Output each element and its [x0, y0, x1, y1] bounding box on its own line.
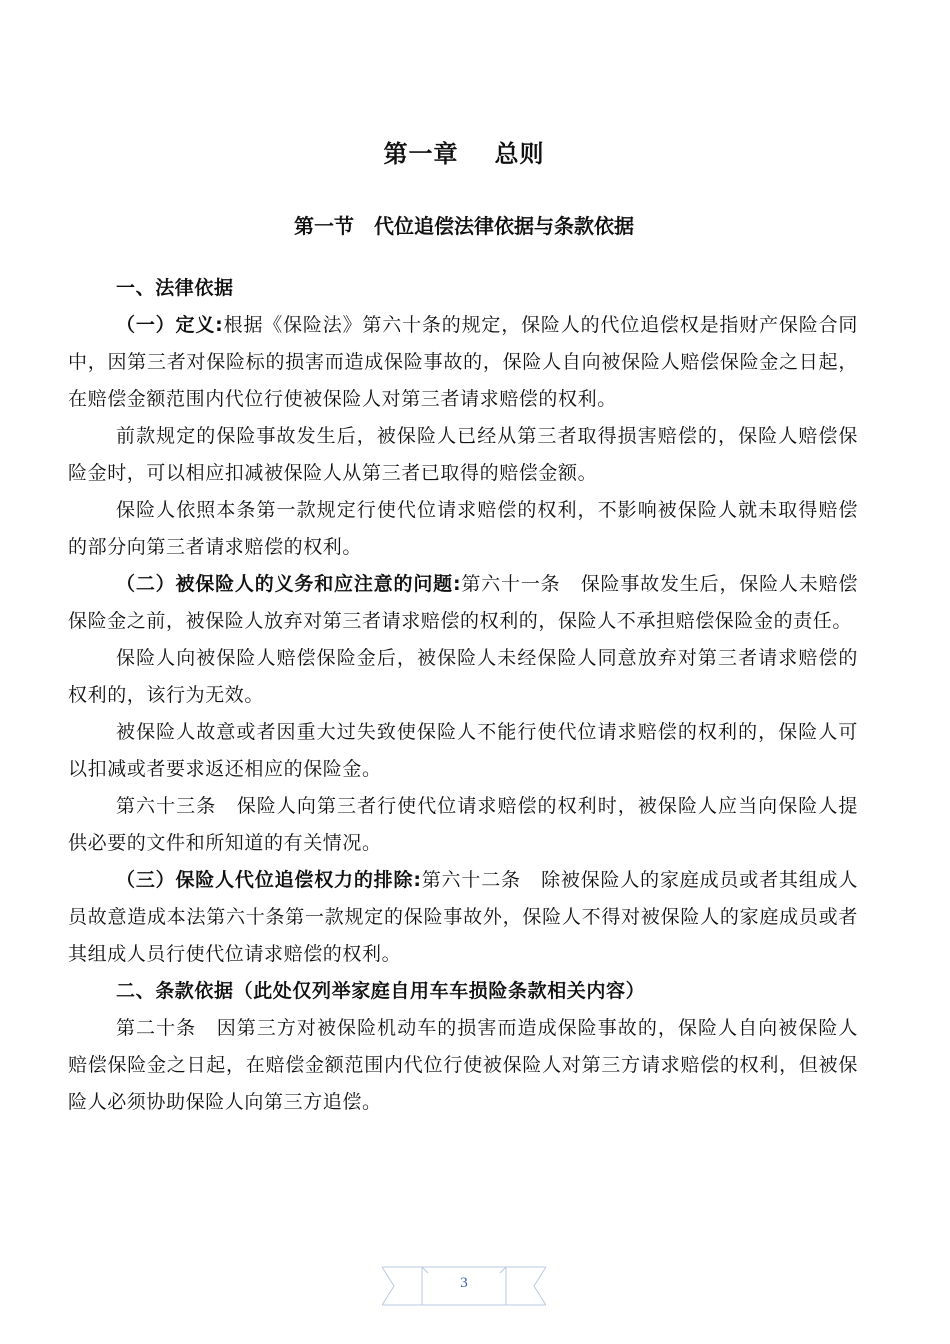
duty-paragraph	[68, 566, 858, 640]
legal-basis-heading: 一、法律依据	[116, 277, 234, 299]
section-title: 代位追偿法律依据与条款依据	[374, 214, 634, 238]
section-number: 第一节	[294, 214, 354, 238]
page-footer	[382, 1265, 546, 1309]
exclusion-text: 除被保险人的家庭成员或者其组成人员故意造成本法第六十条第一款规定的保险事故外，保险人不得对被保险人的家庭成员或者其组成人员行使代位请求赔偿的权利。	[68, 869, 858, 965]
article-63-label: 第六十三条	[116, 795, 217, 817]
exclusion-label: （三）保险人代位追偿权力的排除:	[116, 869, 422, 891]
definition-label: （一）定义:	[116, 314, 224, 336]
section-heading	[0, 210, 928, 239]
article-20-label: 第二十条	[116, 1017, 197, 1039]
article-63-paragraph	[68, 788, 858, 862]
paragraph-remaining-rights: 保险人依照本条第一款规定行使代位请求赔偿的权利，不影响被保险人就未取得赔偿的部分向第三者请求赔偿的权利。	[68, 499, 858, 558]
paragraph-gross-negligence: 被保险人故意或者因重大过失致使保险人不能行使代位请求赔偿的权利的，保险人可以扣减或者要求返还相应的保险金。	[68, 721, 858, 780]
duty-text: 保险事故发生后，保险人未赔偿保险金之前，被保险人放弃对第三者请求赔偿的权利的，保险人不承担赔偿保险金的责任。	[68, 573, 858, 632]
chapter-title: 总则	[494, 140, 545, 168]
clause-basis-heading: 二、条款依据（此处仅列举家庭自用车车损险条款相关内容）	[116, 980, 646, 1002]
chapter-number: 第一章	[383, 140, 459, 168]
article-20-paragraph	[68, 1010, 858, 1121]
paragraph-deduction: 前款规定的保险事故发生后，被保险人已经从第三者取得损害赔偿的，保险人赔偿保险金时，可以相应扣减被保险人从第三者已取得的赔偿金额。	[68, 425, 858, 484]
page-number: 3	[460, 1275, 468, 1291]
article-20-text: 因第三方对被保险机动车的损害而造成保险事故的，保险人自向被保险人赔偿保险金之日起，在赔偿金额范围内代位行使被保险人对第三方请求赔偿的权利，但被保险人必须协助保险人向第三方追偿。	[68, 1017, 859, 1113]
article-63-text: 保险人向第三者行使代位请求赔偿的权利时，被保险人应当向保险人提供必要的文件和所知道的有关情况。	[68, 795, 858, 854]
exclusion-article: 第六十二条	[421, 869, 521, 891]
paragraph-waiver-invalid: 保险人向被保险人赔偿保险金后，被保险人未经保险人同意放弃对第三者请求赔偿的权利的，该行为无效。	[68, 647, 858, 706]
definition-paragraph	[68, 307, 858, 418]
exclusion-paragraph	[68, 862, 858, 973]
definition-text: 根据《保险法》第六十条的规定，保险人的代位追偿权是指财产保险合同中，因第三者对保险标的损害而造成保险事故的，保险人自向被保险人赔偿保险金之日起，在赔偿金额范围内代位行使被保险人对第三者请求赔偿的权利。	[68, 314, 859, 410]
duty-label: （二）被保险人的义务和应注意的问题:	[116, 573, 462, 595]
document-body	[68, 270, 858, 1121]
duty-article: 第六十一条	[461, 573, 561, 595]
chapter-heading	[0, 134, 928, 169]
